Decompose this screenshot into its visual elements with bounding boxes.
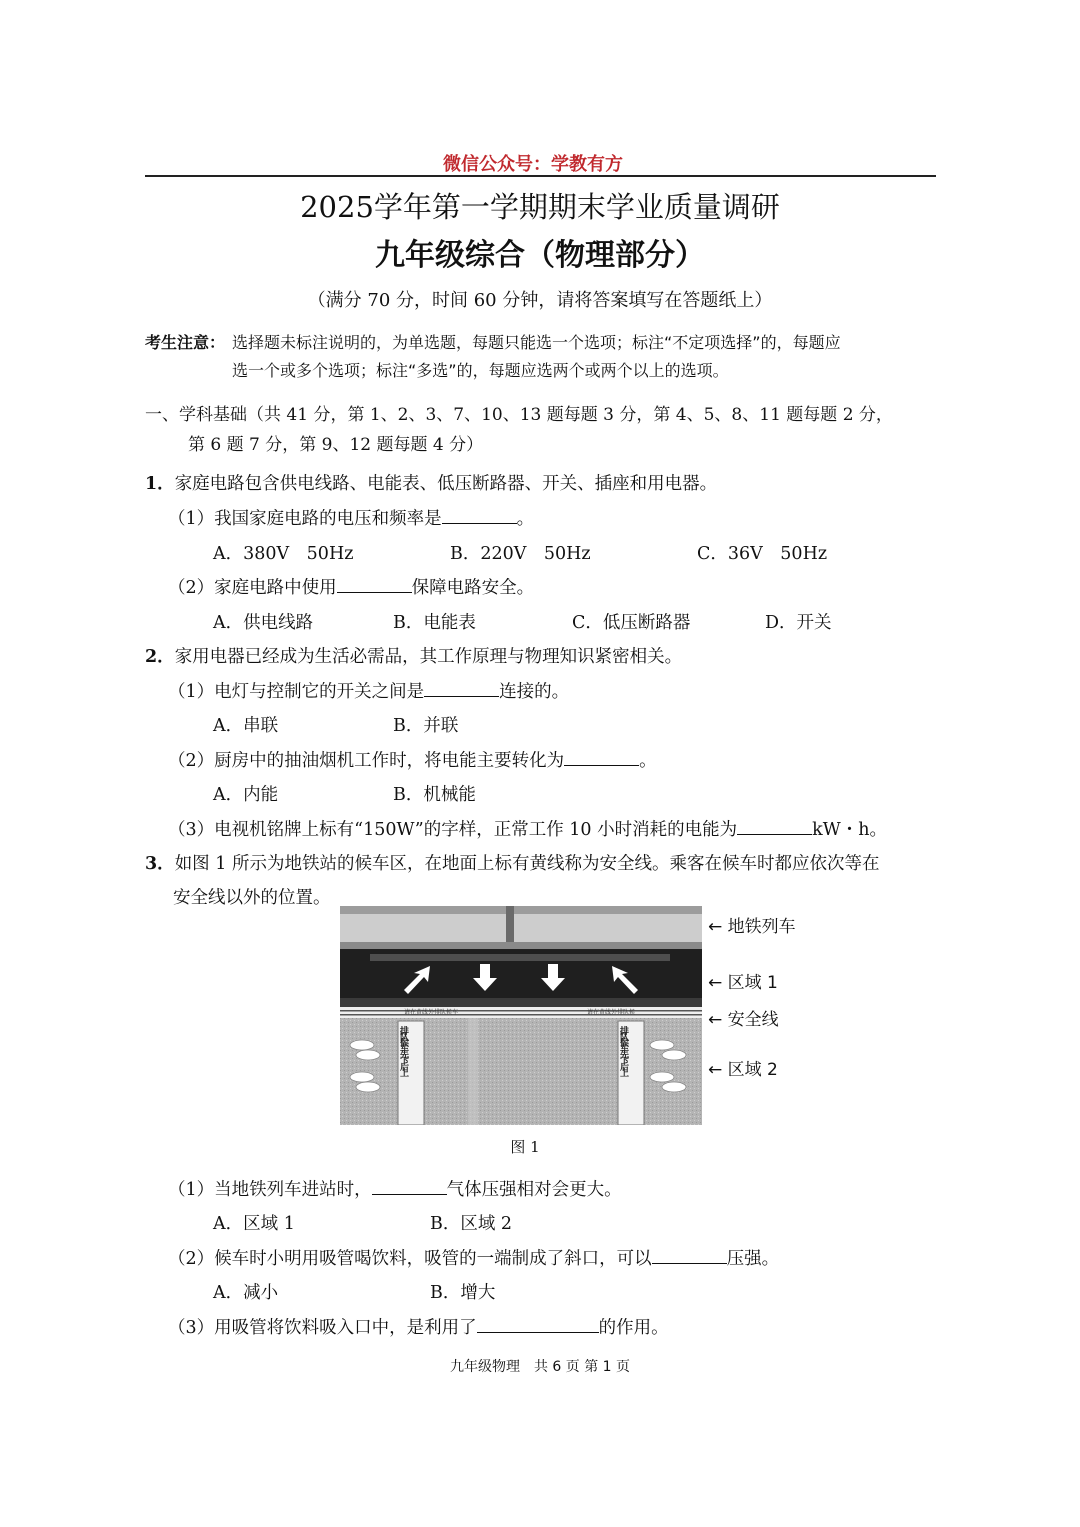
answer-blank[interactable] (564, 747, 639, 766)
header-rule (145, 175, 936, 177)
question-3-cont: 安全线以外的位置。 (173, 888, 331, 908)
queue-sign-right-text: 排队候车 先下后上 (618, 1026, 628, 1075)
q3-sub-1-end: 气体压强相对会更大。 (446, 1180, 622, 1200)
q1-sub-2 (168, 574, 534, 599)
q3-sub-2-end: 压强。 (726, 1249, 780, 1269)
subject-title: 九年级综合（物理部分） (375, 238, 705, 273)
watermark: 微信公众号：学教有方 (443, 154, 623, 175)
q3-sub-2-text: （2）候车时小明用吸管喝饮料，吸管的一端制成了斜口，可以 (168, 1249, 652, 1269)
q2-sub-1-end: 连接的。 (499, 682, 570, 702)
answer-blank[interactable] (424, 678, 499, 697)
q3-sub-3 (168, 1314, 669, 1339)
region-2 (340, 1018, 702, 1125)
label-train: ← 地铁列车 (708, 917, 796, 937)
q3-sub-1 (168, 1176, 622, 1201)
q1-sub-2-end: 保障电路安全。 (411, 578, 535, 598)
question-stem: 如图 1 所示为地铁站的候车区，在地面上标有黄线称为安全线。乘客在候车时都应依次等在 (174, 854, 880, 874)
answer-blank[interactable] (372, 1176, 447, 1195)
option-b[interactable]: B．电能表 (393, 613, 476, 633)
option-a[interactable]: A．内能 (213, 785, 279, 805)
q2-sub-1-text: （1）电灯与控制它的开关之间是 (168, 682, 425, 702)
q2-sub-3-text: （3）电视机铭牌上标有“150W”的字样，正常工作 10 小时消耗的电能为 (168, 820, 738, 840)
option-a[interactable]: A．减小 (213, 1283, 279, 1303)
q2-sub-2-end: 。 (639, 751, 657, 771)
question-stem: 家用电器已经成为生活必需品，其工作原理与物理知识紧密相关。 (174, 647, 683, 667)
q3-sub-3-end: 的作用。 (598, 1318, 669, 1338)
queue-sign-left-text: 排队候车 先下后上 (398, 1026, 408, 1075)
label-region-2: ← 区域 2 (708, 1060, 778, 1080)
safety-line-banner-left: 请在黄线外排队候车 (404, 1009, 459, 1016)
q3-sub-2 (168, 1245, 779, 1270)
answer-blank[interactable] (337, 574, 412, 593)
answer-blank[interactable] (477, 1314, 599, 1333)
question-number: 2． (145, 647, 175, 667)
page-footer: 九年级物理 共 6 页 第 1 页 (449, 1359, 631, 1375)
q2-sub-1 (168, 678, 569, 703)
option-b[interactable]: B．机械能 (393, 785, 476, 805)
q1-sub-1 (168, 505, 534, 530)
q2-sub-2-text: （2）厨房中的抽油烟机工作时，将电能主要转化为 (168, 751, 565, 771)
notice-line-1: 选择题未标注说明的，为单选题，每题只能选一个选项；标注“不定项选择”的，每题应 (232, 333, 841, 352)
safety-line-banner-right: 请在黄线外排队候 (587, 1009, 636, 1016)
option-b[interactable]: B．220V 50Hz (450, 544, 591, 564)
question-stem: 家庭电路包含供电线路、电能表、低压断路器、开关、插座和用电器。 (174, 474, 718, 494)
option-a[interactable]: A．区域 1 (213, 1214, 295, 1234)
q1-sub-2-text: （2）家庭电路中使用 (168, 578, 337, 598)
q3-sub-3-text: （3）用吸管将饮料吸入口中，是利用了 (168, 1318, 477, 1338)
option-b[interactable]: B．区域 2 (430, 1214, 513, 1234)
answer-blank[interactable] (442, 505, 517, 524)
option-a[interactable]: A．供电线路 (213, 613, 314, 633)
q1-sub-1-text: （1）我国家庭电路的电压和频率是 (168, 509, 442, 529)
exam-info: （满分 70 分，时间 60 分钟，请将答案填写在答题纸上） (307, 290, 773, 311)
answer-blank[interactable] (737, 816, 812, 835)
q2-sub-2 (168, 747, 657, 772)
q2-sub-3-end: kW・h。 (812, 820, 888, 840)
question-number: 3． (145, 854, 175, 874)
q2-sub-3 (168, 816, 887, 841)
option-c[interactable]: C．36V 50Hz (697, 544, 828, 564)
question-1 (145, 470, 717, 495)
option-b[interactable]: B．增大 (430, 1283, 496, 1303)
option-b[interactable]: B．并联 (393, 716, 459, 736)
q1-sub-1-end: 。 (516, 509, 535, 529)
subway-platform-figure (340, 906, 702, 1125)
label-safety-line: ← 安全线 (708, 1010, 779, 1030)
option-d[interactable]: D．开关 (765, 613, 832, 633)
q3-sub-1-text: （1）当地铁列车进站时， (168, 1180, 372, 1200)
answer-blank[interactable] (652, 1245, 727, 1264)
figure-caption: 图 1 (510, 1138, 540, 1156)
question-3 (145, 850, 879, 875)
section-heading-2: 第 6 题 7 分，第 9、12 题每题 4 分） (188, 435, 484, 455)
notice-label: 考生注意： (145, 333, 226, 352)
option-a[interactable]: A．串联 (213, 716, 279, 736)
exam-title: 2025学年第一学期期末学业质量调研 (300, 190, 780, 224)
safety-line (340, 1007, 702, 1018)
option-c[interactable]: C．低压断路器 (572, 613, 691, 633)
section-heading-1: 一、学科基础（共 41 分，第 1、2、3、7、10、13 题每题 3 分，第 4、5、8、11 题每题 2 分， (145, 405, 893, 425)
question-number: 1． (145, 474, 175, 494)
label-region-1: ← 区域 1 (708, 973, 778, 993)
option-a[interactable]: A．380V 50Hz (213, 544, 354, 564)
notice-line-2: 选一个或多个选项；标注“多选”的，每题应选两个或两个以上的选项。 (232, 361, 729, 380)
question-2 (145, 643, 682, 668)
